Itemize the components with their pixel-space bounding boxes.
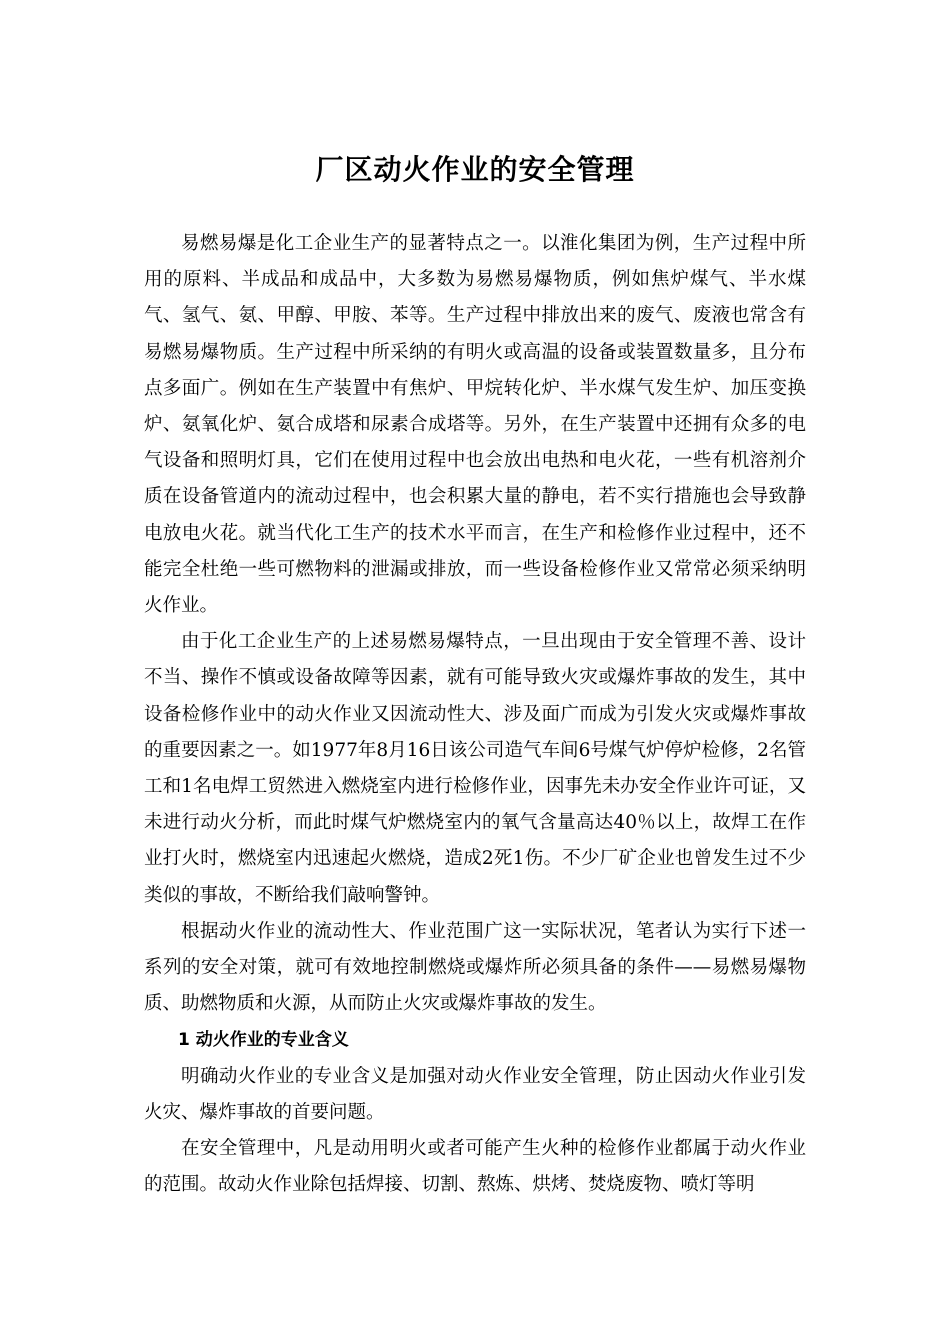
paragraph: 在安全管理中，凡是动用明火或者可能产生火种的检修作业都属于动火作业的范围。故动火作业除包括焊接、切割、熬炼、烘烤、焚烧废物、喷灯等明 bbox=[144, 1138, 806, 1196]
paragraph: 由于化工企业生产的上述易燃易爆特点，一旦出现由于安全管理不善、设计不当、操作不慎或设备故障等因素，就有可能导致火灾或爆炸事故的发生，其中设备检修作业中的动火作业又因流动性大、涉及面广而成为引发火灾或爆炸事故的重要因素之一。如1977年8月16日该公司造气车间6号煤气炉停炉检修，2名管工和1名电焊工贸然进入燃烧室内进行检修作业，因事先未办安全作业许可证，又未进行动火分析，而此时煤气炉燃烧室内的氧气含量高达40％以上，故焊工在作业打火时，燃烧室内迅速起火燃烧，造成2死1伤。不少厂矿企业也曾发生过不少类似的事故，不断给我们敲响警钟。 bbox=[144, 631, 806, 906]
section-heading: 1 动火作业的专业含义 bbox=[178, 1030, 349, 1051]
document-title: 厂区动火作业的安全管理 bbox=[315, 153, 635, 186]
document-body bbox=[144, 226, 806, 1203]
paragraph: 明确动火作业的专业含义是加强对动火作业安全管理，防止因动火作业引发火灾、爆炸事故的首要问题。 bbox=[144, 1065, 806, 1123]
paragraph: 根据动火作业的流动性大、作业范围广这一实际状况，笔者认为实行下述一系列的安全对策，就可有效地控制燃烧或爆炸所必须具备的条件——易燃易爆物质、助燃物质和火源，从而防止火灾或爆炸事故的发生。 bbox=[144, 920, 806, 1015]
paragraph: 易燃易爆是化工企业生产的显著特点之一。以淮化集团为例，生产过程中所用的原料、半成品和成品中，大多数为易燃易爆物质，例如焦炉煤气、半水煤气、氢气、氨、甲醇、甲胺、苯等。生产过程中排放出来的废气、废液也常含有易燃易爆物质。生产过程中所采纳的有明火或高温的设备或装置数量多，且分布点多面广。例如在生产装置中有焦炉、甲烷转化炉、半水煤气发生炉、加压变换炉、氨氧化炉、氨合成塔和尿素合成塔等。另外，在生产装置中还拥有众多的电气设备和照明灯具，它们在使用过程中也会放出电热和电火花，一些有机溶剂介质在设备管道内的流动过程中，也会积累大量的静电，若不实行措施也会导致静电放电火花。就当代化工生产的技术水平而言，在生产和检修作业过程中，还不能完全杜绝一些可燃物料的泄漏或排放，而一些设备检修作业又常常必须采纳明火作业。 bbox=[144, 233, 806, 617]
